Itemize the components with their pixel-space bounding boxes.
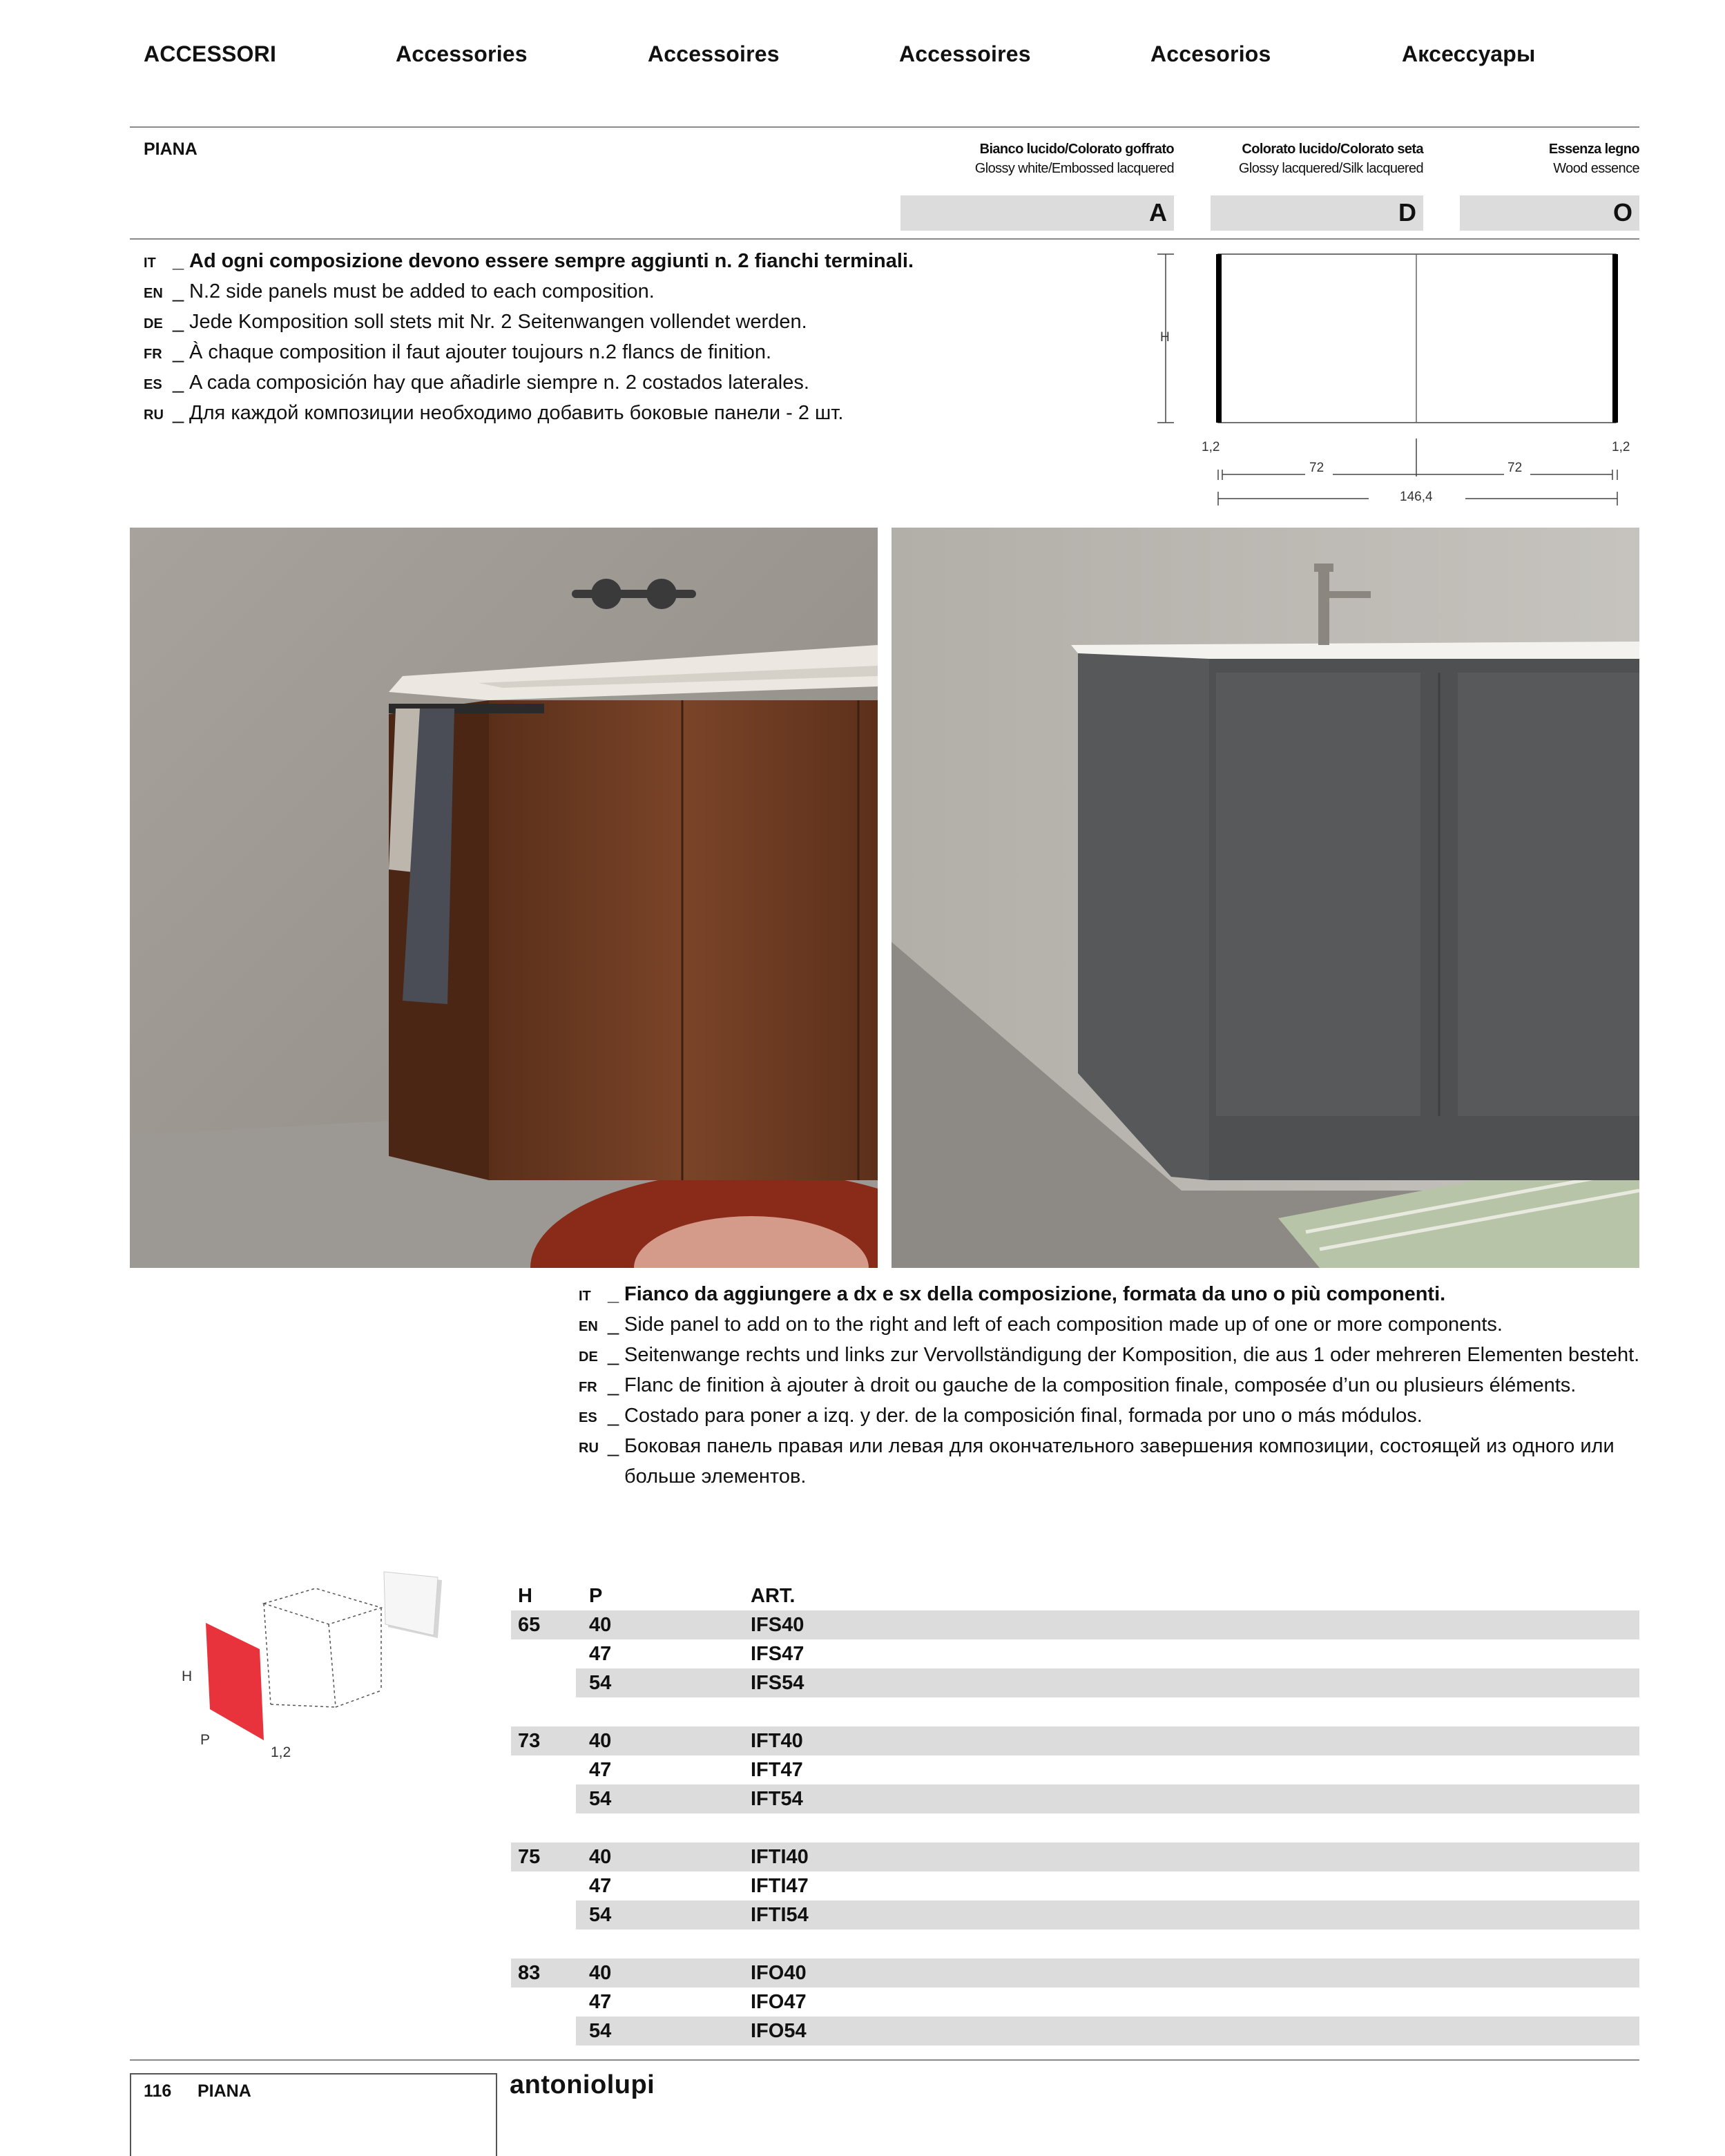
lang-label-en: Accessories — [396, 41, 528, 66]
note2-row-fr: FR _ Flanc de finition à ajouter à droit ou gauche de la composition finale, composée d’un ou plusieurs éléments. — [579, 1371, 1639, 1402]
article-table — [511, 1581, 1639, 2046]
note1-code-fr: FR — [144, 347, 162, 362]
cell-art: IFO47 — [751, 1991, 807, 2013]
footer-divider — [130, 2059, 1639, 2061]
cell-h: 75 — [518, 1846, 541, 1868]
cell-p: 47 — [589, 1759, 612, 1781]
cell-art: IFT47 — [751, 1759, 803, 1781]
footer-section: PIANA — [197, 2081, 251, 2101]
cell-p: 54 — [589, 1672, 612, 1694]
cell-art: IFO54 — [751, 2020, 807, 2042]
table-row — [511, 1958, 1639, 1987]
lang-label-fr: Accessoires — [648, 41, 780, 66]
note1-text-de: Jede Komposition soll stets mit Nr. 2 Seitenwangen vollendet werden. — [189, 311, 807, 333]
dim-module-left: 72 — [1309, 461, 1324, 475]
panel-thickness-label: 1,2 — [271, 1744, 291, 1760]
note1-code-en: EN — [144, 286, 163, 301]
note2-text-ru: Боковая панель правая или левая для окончательного завершения композиции, состоящей из одного или — [624, 1435, 1615, 1457]
note2-row-en: EN _ Side panel to add on to the right and left of each composition made up of one or more components. — [579, 1311, 1639, 1341]
side-panel-note — [579, 1280, 1639, 1491]
note1-text-en: N.2 side panels must be added to each composition. — [189, 280, 655, 302]
photo-anthracite-cabinet — [892, 528, 1639, 1268]
cell-art: IFO40 — [751, 1962, 807, 1984]
note2-text-en: Side panel to add on to the right and left of each composition made up of one or more components. — [624, 1313, 1503, 1336]
cell-h: 73 — [518, 1730, 541, 1752]
cell-p: 47 — [589, 1991, 612, 2013]
cell-art: IFS40 — [751, 1614, 804, 1636]
composition-note — [144, 247, 914, 430]
note2-text-ru-cont: больше элементов. — [624, 1465, 807, 1488]
note2-row-ru: RU _ Боковая панель правая или левая для окончательного завершения композиции, состоящей из одного или — [579, 1432, 1639, 1463]
dim-left-panel: 1,2 — [1202, 440, 1220, 454]
cell-art: IFTI47 — [751, 1875, 809, 1897]
dim-right-panel: 1,2 — [1612, 440, 1630, 454]
finish-a-name: Bianco lucido/Colorato goffrato — [979, 142, 1174, 157]
cell-art: IFTI40 — [751, 1846, 809, 1868]
table-row — [511, 1871, 1639, 1900]
cell-art: IFT40 — [751, 1730, 803, 1752]
finish-heading-o — [1549, 139, 1639, 178]
note2-code-it: IT — [579, 1289, 591, 1304]
cell-h: 83 — [518, 1962, 541, 1984]
cell-art: IFS54 — [751, 1672, 804, 1694]
note2-code-es: ES — [579, 1410, 597, 1425]
table-row — [511, 1668, 1639, 1697]
finish-o-name: Essenza legno — [1548, 142, 1639, 157]
note1-text-it: Ad ogni composizione devono essere sempre aggiunti n. 2 fianchi terminali. — [189, 250, 914, 272]
note2-row-de: DE _ Seitenwange rechts und links zur Vervollständigung der Komposition, die aus 1 oder mehreren Elementen besteht. — [579, 1341, 1639, 1371]
note1-row-it: IT _ Ad ogni composizione devono essere sempre aggiunti n. 2 fianchi terminali. — [144, 247, 914, 278]
col-p-header: P — [589, 1585, 603, 1607]
lang-label-es: Accesorios — [1150, 41, 1271, 66]
note2-text-fr: Flanc de finition à ajouter à droit ou gauche de la composition finale, composée d’un ou plusieurs éléments. — [624, 1374, 1577, 1396]
cell-p: 40 — [589, 1962, 612, 1984]
side-panel-diagram — [173, 1561, 463, 1775]
table-row — [511, 1784, 1639, 1813]
brand-logo: antoniolupi — [510, 2070, 655, 2099]
note1-row-es: ES _ A cada composición hay que añadirle siempre n. 2 costados laterales. — [144, 369, 914, 399]
finish-o-name-en: Wood essence — [1553, 161, 1639, 176]
table-row — [511, 1842, 1639, 1871]
panel-p-label: P — [200, 1732, 211, 1748]
note1-row-fr: FR _ À chaque composition il faut ajouter toujours n.2 flancs de finition. — [144, 338, 914, 369]
table-row — [511, 1726, 1639, 1755]
note1-code-ru: RU — [144, 407, 164, 423]
photo-wood-cabinet — [130, 528, 878, 1268]
table-row — [511, 1987, 1639, 2017]
note1-text-es: A cada composición hay que añadirle siempre n. 2 costados laterales. — [189, 372, 809, 394]
cell-p: 54 — [589, 1788, 612, 1810]
note1-text-fr: À chaque composition il faut ajouter toujours n.2 flancs de finition. — [189, 341, 772, 363]
note2-code-en: EN — [579, 1319, 598, 1334]
table-row — [511, 2017, 1639, 2046]
anthracite-cabinet-illustration — [892, 528, 1639, 1268]
note1-text-ru: Для каждой композиции необходимо добавить боковые панели - 2 шт. — [189, 402, 844, 424]
cell-p: 40 — [589, 1614, 612, 1636]
note2-code-fr: FR — [579, 1380, 597, 1395]
section-title: PIANA — [144, 139, 197, 159]
dim-module-right: 72 — [1507, 461, 1523, 475]
table-row — [511, 1610, 1639, 1639]
note1-row-en: EN _ N.2 side panels must be added to each composition. — [144, 278, 914, 308]
cell-p: 40 — [589, 1730, 612, 1752]
finish-a-name-en: Glossy white/Embossed lacquered — [974, 161, 1174, 176]
cell-art: IFTI54 — [751, 1904, 809, 1926]
cell-p: 47 — [589, 1875, 612, 1897]
cell-art: IFT54 — [751, 1788, 803, 1810]
note1-code-de: DE — [144, 316, 163, 331]
footer-page-box — [130, 2073, 497, 2156]
note2-code-ru: RU — [579, 1441, 599, 1456]
table-header — [511, 1581, 1639, 1610]
note2-text-es: Costado para poner a izq. y der. de la composición final, formada por uno o más módulos. — [624, 1405, 1423, 1427]
table-row — [511, 1900, 1639, 1929]
finish-code-d-label: D — [1398, 198, 1416, 227]
header-divider — [130, 126, 1639, 128]
lang-label-de: Accessoires — [899, 41, 1031, 66]
note1-row-de: DE _ Jede Komposition soll stets mit Nr. 2 Seitenwangen vollendet werden. — [144, 308, 914, 338]
note2-row-it: IT _ Fianco da aggiungere a dx e sx della composizione, formata da uno o più componenti. — [579, 1280, 1639, 1311]
finish-code-o-label: O — [1612, 198, 1632, 227]
lang-label-ru: Аксессуары — [1402, 41, 1536, 66]
finish-code-o — [1460, 195, 1639, 231]
panel-h-label: H — [182, 1668, 193, 1684]
table-row — [511, 1639, 1639, 1668]
note1-code-it: IT — [144, 256, 156, 271]
cell-p: 54 — [589, 2020, 612, 2042]
finish-heading-d — [1239, 139, 1423, 178]
col-art-header: ART. — [751, 1585, 796, 1607]
page-number: 116 — [144, 2081, 172, 2101]
table-row — [511, 1755, 1639, 1784]
note1-row-ru: RU _ Для каждой композиции необходимо добавить боковые панели - 2 шт. — [144, 399, 914, 430]
finish-d-name: Colorato lucido/Colorato seta — [1242, 142, 1423, 157]
composition-dimension-diagram — [1146, 242, 1644, 518]
cell-p: 47 — [589, 1643, 612, 1665]
cell-art: IFS47 — [751, 1643, 804, 1665]
dim-total-width: 146,4 — [1400, 490, 1433, 504]
dim-height-label: H — [1160, 330, 1170, 345]
finish-heading-a — [975, 139, 1174, 178]
note2-row-ru-cont — [579, 1463, 1639, 1491]
note2-text-de: Seitenwange rechts und links zur Vervollständigung der Komposition, die aus 1 oder mehreren Elementen besteht. — [624, 1344, 1640, 1366]
finish-code-a-label: A — [1149, 198, 1167, 227]
finish-d-name-en: Glossy lacquered/Silk lacquered — [1238, 161, 1423, 176]
col-h-header: H — [518, 1585, 532, 1607]
cell-p: 40 — [589, 1846, 612, 1868]
note2-code-de: DE — [579, 1349, 598, 1365]
finish-code-a — [900, 195, 1174, 231]
section-divider — [130, 238, 1639, 240]
note2-row-es: ES _ Costado para poner a izq. y der. de la composición final, formada por uno o más módulos. — [579, 1402, 1639, 1432]
note2-text-it: Fianco da aggiungere a dx e sx della composizione, formata da uno o più componenti. — [624, 1283, 1446, 1305]
wood-cabinet-illustration — [130, 528, 878, 1268]
cell-p: 54 — [589, 1904, 612, 1926]
lang-label-it: ACCESSORI — [144, 41, 277, 66]
note1-code-es: ES — [144, 377, 162, 392]
finish-code-d — [1211, 195, 1423, 231]
cell-h: 65 — [518, 1614, 541, 1636]
